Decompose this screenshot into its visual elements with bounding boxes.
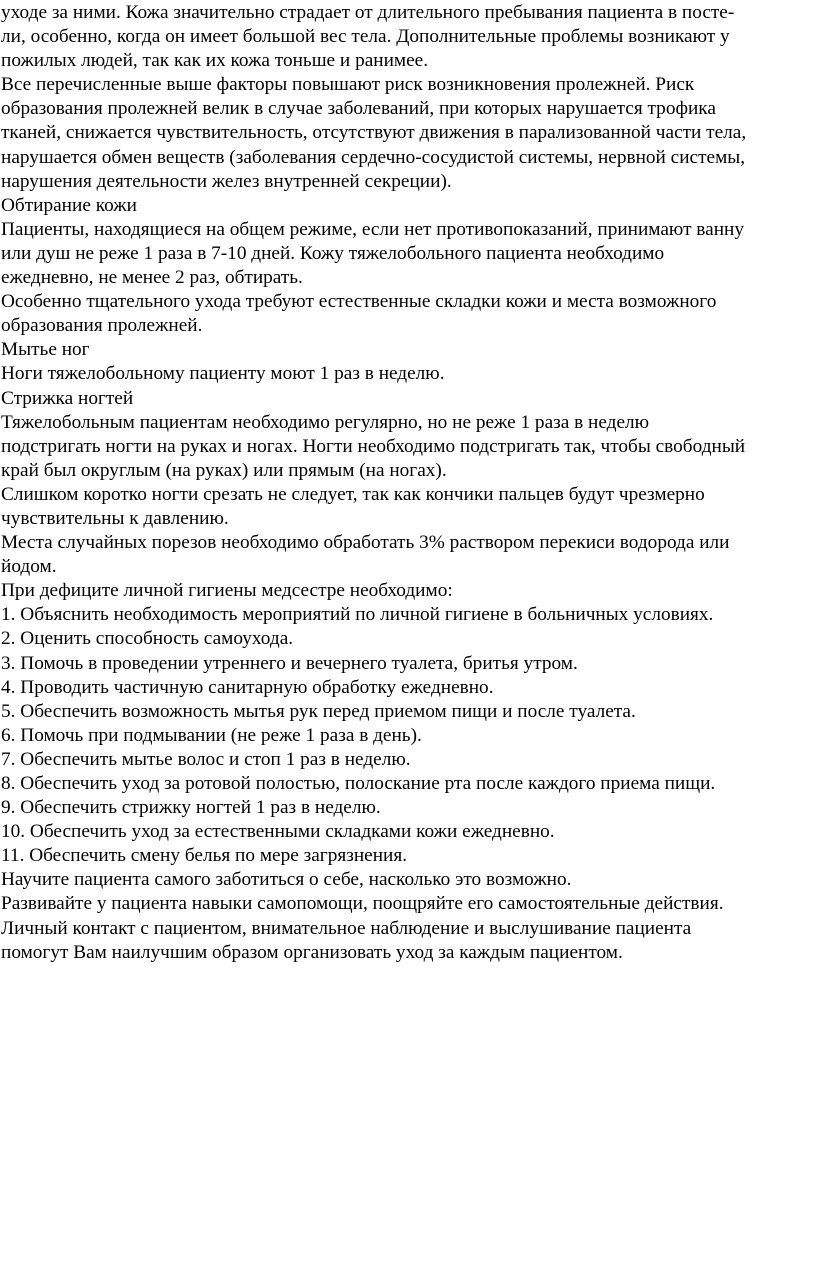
text-line: нарушается обмен веществ (заболевания сердечно-сосудистой системы, нервной системы, — [1, 146, 746, 168]
text-line: или душ не реже 1 раза в 7-10 дней. Кожу тяжелобольного пациента необходимо — [1, 242, 665, 264]
text-line: Развивайте у пациента навыки самопомощи, поощряйте его самостоятельные действия. — [1, 893, 724, 915]
list-item: 1. Объяснить необходимость мероприятий по личной гигиене в больничных условиях. — [1, 604, 714, 626]
list-item: 2. Оценить способность самоухода. — [1, 628, 294, 650]
text-line: Тяжелобольным пациентам необходимо регулярно, но не реже 1 раза в неделю — [1, 411, 650, 433]
text-line: Научите пациента самого заботиться о себе, насколько это возможно. — [1, 869, 572, 891]
list-item: 7. Обеспечить мытье волос и стоп 1 раз в неделю. — [1, 748, 411, 770]
text-line: Все перечисленные выше факторы повышают риск возникновения пролежней. Риск — [1, 74, 695, 96]
text-line: Ноги тяжелобольному пациенту моют 1 раз в неделю. — [1, 363, 445, 385]
text-line: чувствительны к давлению. — [1, 507, 229, 529]
text-line: Слишком коротко ногти срезать не следует, так как кончики пальцев будут чрезмерно — [1, 483, 705, 505]
text-line: нарушения деятельности желез внутренней секреции). — [1, 170, 452, 192]
text-line: пожилых людей, так как их кожа тоньше и ранимее. — [1, 50, 429, 72]
text-line: Пациенты, находящиеся на общем режиме, если нет противопоказаний, принимают ванну — [1, 218, 744, 240]
list-item: 11. Обеспечить смену белья по мере загрязнения. — [1, 845, 408, 867]
text-line: уходе за ними. Кожа значительно страдает от длительного пребывания пациента в посте- — [1, 2, 735, 23]
text-line: Места случайных порезов необходимо обработать 3% раствором перекиси водорода или — [1, 532, 730, 554]
list-item: 3. Помочь в проведении утреннего и вечернего туалета, бритья утром. — [1, 652, 578, 674]
text-line: подстригать ногти на руках и ногах. Ногти необходимо подстригать так, чтобы свободный — [1, 435, 746, 457]
section-heading: Обтирание кожи — [1, 194, 137, 216]
list-item: 5. Обеспечить возможность мытья рук перед приемом пищи и после туалета. — [1, 700, 636, 722]
text-line: тканей, снижается чувствительность, отсутствуют движения в парализованной части тела, — [1, 122, 747, 144]
list-item: 9. Обеспечить стрижку ногтей 1 раз в неделю. — [1, 797, 381, 819]
text-line: Личный контакт с пациентом, внимательное наблюдение и выслушивание пациента — [1, 917, 692, 939]
text-line: йодом. — [1, 556, 57, 578]
list-item: 4. Проводить частичную санитарную обработку ежедневно. — [1, 676, 494, 698]
text-line: образования пролежней велик в случае заболеваний, при которых нарушается трофика — [1, 98, 716, 120]
text-line: помогут Вам наилучшим образом организовать уход за каждым пациентом. — [1, 941, 623, 963]
text-line: край был округлым (на руках) или прямым (на ногах). — [1, 459, 447, 481]
text-line: образования пролежней. — [1, 315, 203, 337]
text-line: Особенно тщательного ухода требуют естественные складки кожи и места возможного — [1, 291, 717, 313]
text-line: ли, особенно, когда он имеет большой вес тела. Дополнительные проблемы возникают у — [1, 26, 730, 48]
section-heading: Стрижка ногтей — [1, 387, 134, 409]
document-text — [1, 1, 808, 965]
list-item: 10. Обеспечить уход за естественными складками кожи ежедневно. — [1, 821, 555, 843]
text-line: При дефиците личной гигиены медсестре необходимо: — [1, 580, 453, 602]
text-line: ежедневно, не менее 2 раз, обтирать. — [1, 267, 303, 289]
section-heading: Мытье ног — [1, 339, 90, 361]
list-item: 8. Обеспечить уход за ротовой полостью, полоскание рта после каждого приема пищи. — [1, 773, 716, 794]
list-item: 6. Помочь при подмывании (не реже 1 раза в день). — [1, 724, 422, 746]
